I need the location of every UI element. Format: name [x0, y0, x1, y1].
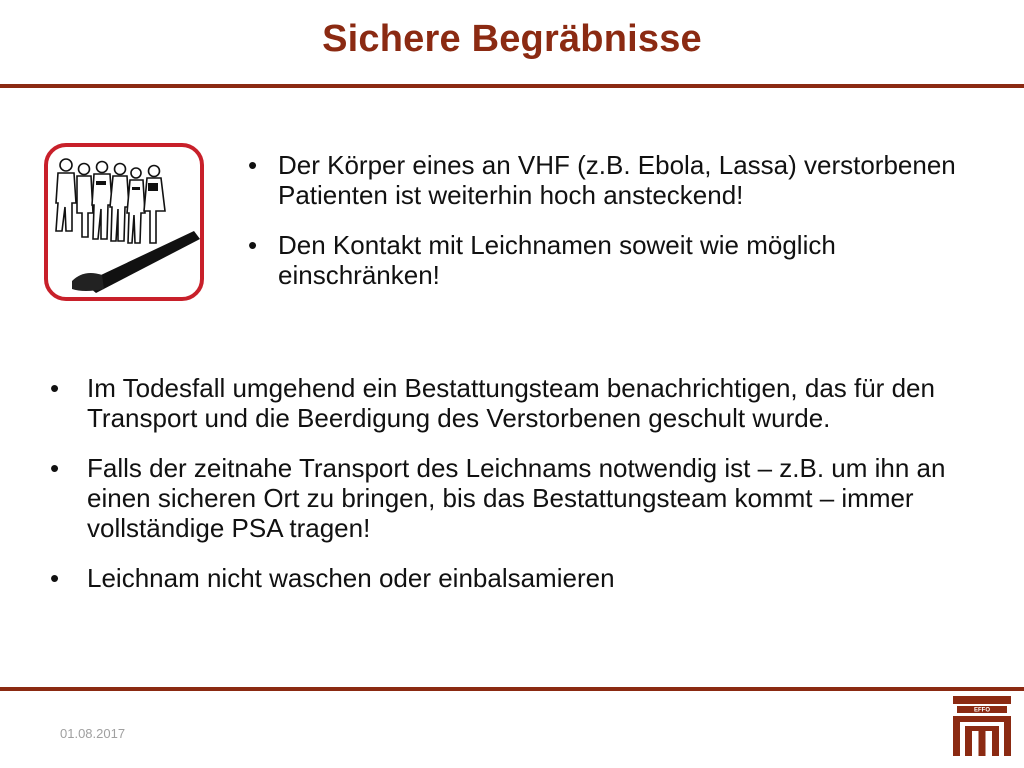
bullet-marker: •: [50, 453, 60, 483]
list-item: [50, 563, 990, 593]
main-bullet-list: [50, 373, 990, 613]
bullet-marker: •: [50, 373, 60, 403]
bullet-text: Leichnam nicht waschen oder einbalsamieren: [87, 563, 615, 593]
top-bullet-list: [248, 150, 978, 310]
list-item: [50, 373, 990, 433]
slide-date: 01.08.2017: [60, 726, 126, 741]
footer-divider: [0, 687, 1024, 691]
bullet-text: Den Kontakt mit Leichnamen soweit wie möglich einschränken!: [278, 230, 836, 290]
effo-logo: [953, 696, 1011, 758]
list-item: [248, 230, 978, 290]
bullet-text: Der Körper eines an VHF (z.B. Ebola, Lassa) verstorbenen Patienten ist weiterhin hoch ansteckend!: [278, 150, 956, 210]
list-item: [50, 453, 990, 543]
logo-text: EFFO: [974, 707, 990, 714]
burial-illustration: [44, 143, 204, 301]
bullet-marker: •: [50, 563, 60, 593]
title-divider: [0, 84, 1024, 88]
bullet-marker: •: [248, 230, 258, 260]
bullet-text: Falls der zeitnahe Transport des Leichnams notwendig ist – z.B. um ihn an einen sicheren Ort zu bringen, bis das Bestattungsteam kommt – immer vollständige PSA tragen!: [87, 453, 946, 543]
bullet-marker: •: [248, 150, 258, 180]
list-item: [248, 150, 978, 210]
slide-title: Sichere Begräbnisse: [322, 18, 702, 60]
bullet-text: Im Todesfall umgehend ein Bestattungsteam benachrichtigen, das für den Transport und die Beerdigung des Verstorbenen geschult wurde.: [87, 373, 935, 433]
